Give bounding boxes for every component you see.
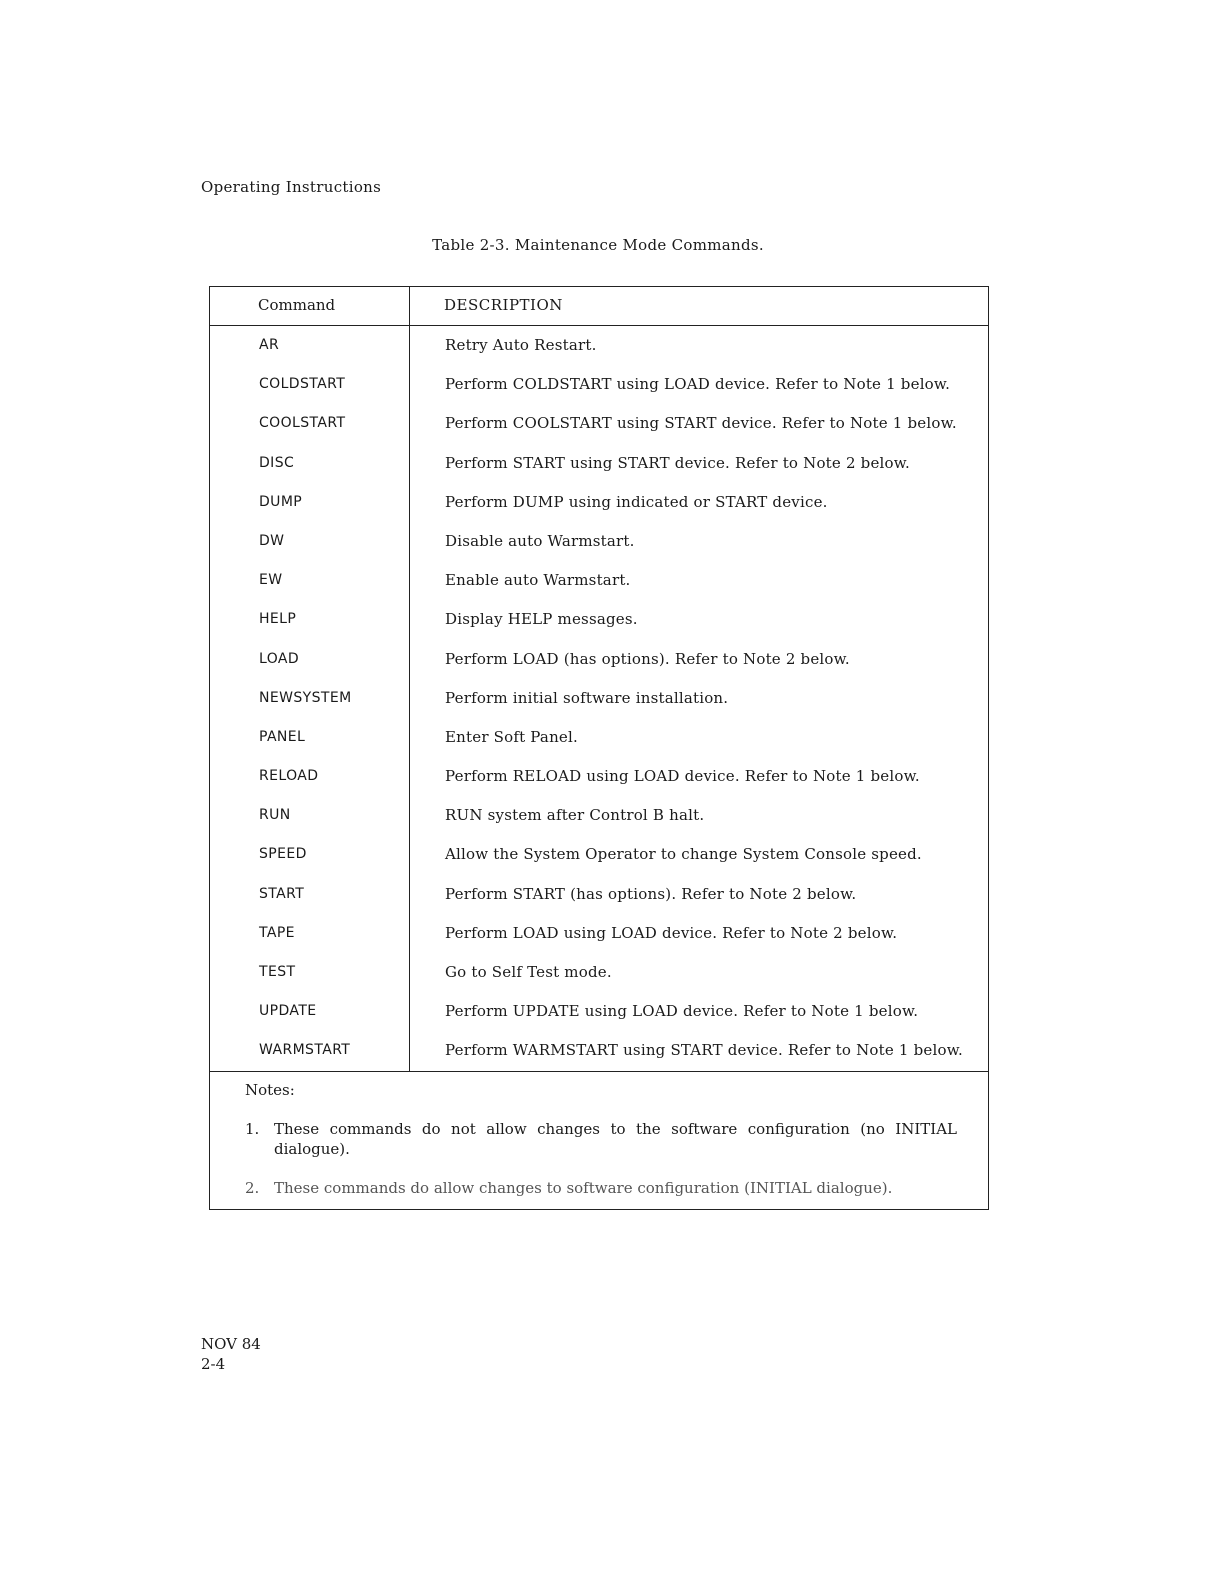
command-cell: RUN <box>259 807 291 824</box>
description-cell: Perform COLDSTART using LOAD device. Refer to Note 1 below. <box>445 375 951 394</box>
page-number: 2-4 <box>201 1355 226 1373</box>
description-cell: Perform START using START device. Refer to Note 2 below. <box>445 453 910 472</box>
description-cell: Display HELP messages. <box>445 610 638 629</box>
description-cell: Perform LOAD (has options). Refer to Note 2 below. <box>445 649 850 668</box>
table-row <box>210 876 988 915</box>
page-header: Operating Instructions <box>201 178 382 196</box>
description-cell: Perform RELOAD using LOAD device. Refer to Note 1 below. <box>445 767 920 786</box>
command-cell: EW <box>259 572 283 589</box>
table-row <box>210 523 988 562</box>
footer-date: NOV 84 <box>201 1335 261 1353</box>
table-row <box>210 758 988 797</box>
description-cell: Enable auto Warmstart. <box>445 571 631 590</box>
table-caption: Table 2-3. Maintenance Mode Commands. <box>432 236 764 254</box>
command-cell: COOLSTART <box>259 415 346 432</box>
table-row <box>210 1032 988 1071</box>
description-cell: Perform COOLSTART using START device. Refer to Note 1 below. <box>445 414 957 433</box>
column-header-description: DESCRIPTION <box>444 296 563 314</box>
table-row <box>210 915 988 954</box>
table-row <box>210 836 988 875</box>
page-footer <box>201 1334 261 1374</box>
table-row <box>210 954 988 993</box>
note-number: 1. <box>245 1120 260 1138</box>
command-cell: TAPE <box>259 924 295 941</box>
header-divider <box>210 325 988 326</box>
command-cell: LOAD <box>259 650 300 667</box>
note-item <box>245 1119 957 1159</box>
description-cell: Enter Soft Panel. <box>445 727 578 746</box>
table-row <box>210 405 988 444</box>
command-cell: NEWSYSTEM <box>259 689 352 706</box>
table-row <box>210 993 988 1032</box>
command-cell: DISC <box>259 454 295 471</box>
description-cell: Allow the System Operator to change System Console speed. <box>445 845 922 864</box>
command-cell: DW <box>259 532 285 549</box>
table-row <box>210 601 988 640</box>
table-row <box>210 366 988 405</box>
table-row <box>210 445 988 484</box>
table-row <box>210 719 988 758</box>
note-text: These commands do not allow changes to the software configuration (no INITIAL dialogue). <box>274 1120 957 1158</box>
command-cell: SPEED <box>259 846 307 863</box>
description-cell: Perform UPDATE using LOAD device. Refer to Note 1 below. <box>445 1002 919 1021</box>
note-number: 2. <box>245 1179 260 1197</box>
note-text: These commands do allow changes to software configuration (INITIAL dialogue). <box>274 1179 893 1197</box>
table-row <box>210 484 988 523</box>
description-cell: Disable auto Warmstart. <box>445 531 635 550</box>
description-cell: Perform LOAD using LOAD device. Refer to Note 2 below. <box>445 923 898 942</box>
command-cell: START <box>259 885 305 902</box>
table-body <box>210 327 988 1072</box>
table-row <box>210 641 988 680</box>
command-cell: TEST <box>259 964 296 980</box>
description-cell: Perform START (has options). Refer to Note 2 below. <box>445 884 857 903</box>
command-cell: DUMP <box>259 493 303 510</box>
description-cell: Retry Auto Restart. <box>445 336 597 354</box>
description-cell: Perform DUMP using indicated or START device. <box>445 492 828 511</box>
command-cell: WARMSTART <box>259 1042 351 1059</box>
notes-title: Notes: <box>245 1081 295 1099</box>
table-row <box>210 797 988 836</box>
command-cell: RELOAD <box>259 768 319 785</box>
commands-table <box>209 286 989 1210</box>
command-cell: UPDATE <box>259 1003 317 1020</box>
command-cell: HELP <box>259 611 297 628</box>
description-cell: Perform WARMSTART using START device. Refer to Note 1 below. <box>445 1041 963 1060</box>
description-cell: Go to Self Test mode. <box>445 963 612 981</box>
description-cell: Perform initial software installation. <box>445 688 729 707</box>
table-row <box>210 327 988 366</box>
table-row <box>210 680 988 719</box>
column-header-command: Command <box>258 296 336 314</box>
note-item <box>245 1178 957 1198</box>
description-cell: RUN system after Control B halt. <box>445 806 705 825</box>
table-row <box>210 562 988 601</box>
command-cell: AR <box>259 337 280 353</box>
command-cell: COLDSTART <box>259 376 346 393</box>
command-cell: PANEL <box>259 728 306 745</box>
